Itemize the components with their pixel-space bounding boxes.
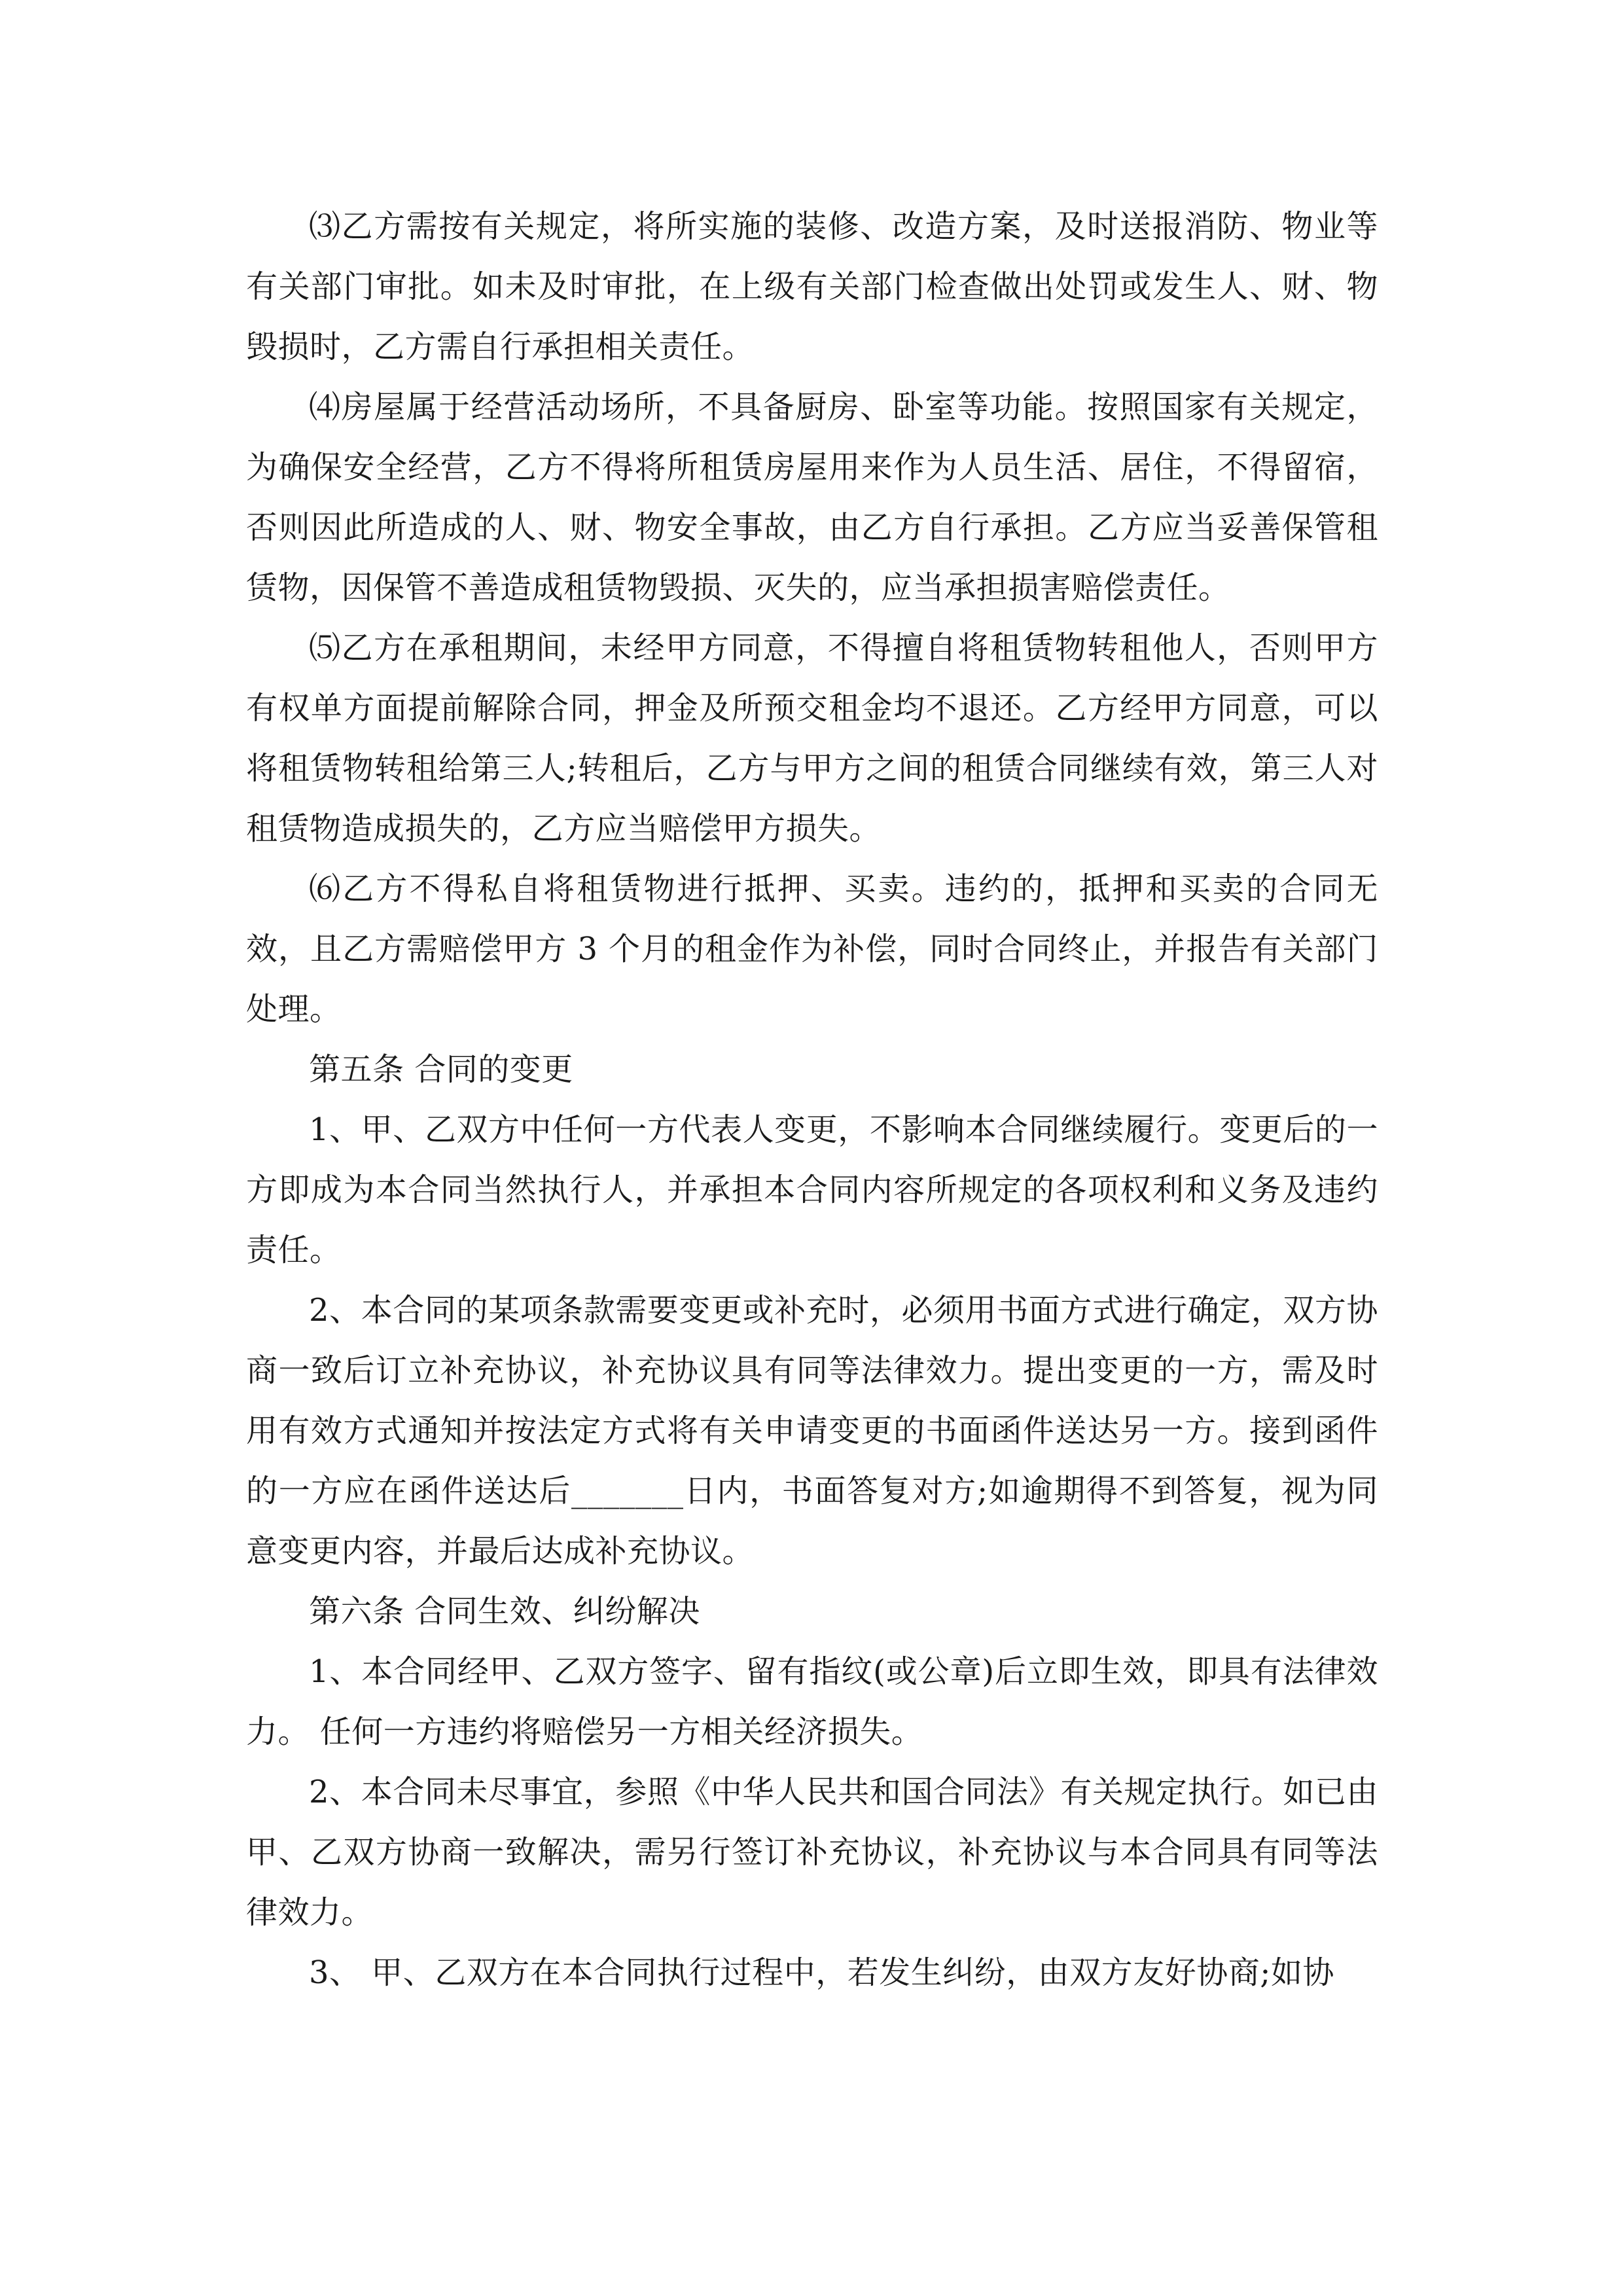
section-heading: 第五条 合同的变更 [309, 1051, 573, 1088]
section-heading: 第六条 合同生效、纠纷解决 [309, 1593, 700, 1630]
clause-paragraph: ⑹乙方不得私自将租赁物进行抵押、买卖。违约的，抵押和买卖的合同无效，且乙方需赔偿甲方 3 个月的租金作为补偿，同时合同终止，并报告有关部门处理。 [246, 870, 1378, 1028]
clause-paragraph: 2、本合同未尽事宜，参照《中华人民共和国合同法》有关规定执行。如已由甲、乙双方协商一致解决，需另行签订补充协议，补充协议与本合同具有同等法律效力。 [246, 1774, 1378, 1931]
clause-paragraph: ⑶乙方需按有关规定，将所实施的装修、改造方案，及时送报消防、物业等有关部门审批。如未及时审批，在上级有关部门检查做出处罚或发生人、财、物毁损时，乙方需自行承担相关责任。 [246, 208, 1378, 365]
clause-paragraph: 2、本合同的某项条款需要变更或补充时，必须用书面方式进行确定，双方协商一致后订立补充协议，补充协议具有同等法律效力。提出变更的一方，需及时用有效方式通知并按法定方式将有关申请变更的书面函件送达另一方。接到函件的一方应在函件送达后_______日内，书面答复对方;如逾期得不到答复，视为同意变更内容，并最后达成补充协议。 [246, 1292, 1378, 1570]
clause-paragraph: 3、 甲、乙双方在本合同执行过程中，若发生纠纷，由双方友好协商;如协 [309, 1954, 1334, 1991]
document-body [246, 196, 1378, 2003]
clause-paragraph: 1、本合同经甲、乙双方签字、留有指纹(或公章)后立即生效，即具有法律效力。 任何一方违约将赔偿另一方相关经济损失。 [246, 1653, 1378, 1750]
clause-paragraph: ⑸乙方在承租期间，未经甲方同意，不得擅自将租赁物转租他人，否则甲方有权单方面提前解除合同，押金及所预交租金均不退还。乙方经甲方同意，可以将租赁物转租给第三人;转租后，乙方与甲方之间的租赁合同继续有效，第三人对租赁物造成损失的，乙方应当赔偿甲方损失。 [246, 630, 1378, 847]
clause-paragraph: ⑷房屋属于经营活动场所，不具备厨房、卧室等功能。按照国家有关规定，为确保安全经营，乙方不得将所租赁房屋用来作为人员生活、居住，不得留宿，否则因此所造成的人、财、物安全事故，由乙方自行承担。乙方应当妥善保管租赁物，因保管不善造成租赁物毁损、灭失的，应当承担损害赔偿责任。 [246, 389, 1378, 606]
clause-paragraph: 1、甲、乙双方中任何一方代表人变更，不影响本合同继续履行。变更后的一方即成为本合同当然执行人，并承担本合同内容所规定的各项权利和义务及违约责任。 [246, 1111, 1378, 1268]
